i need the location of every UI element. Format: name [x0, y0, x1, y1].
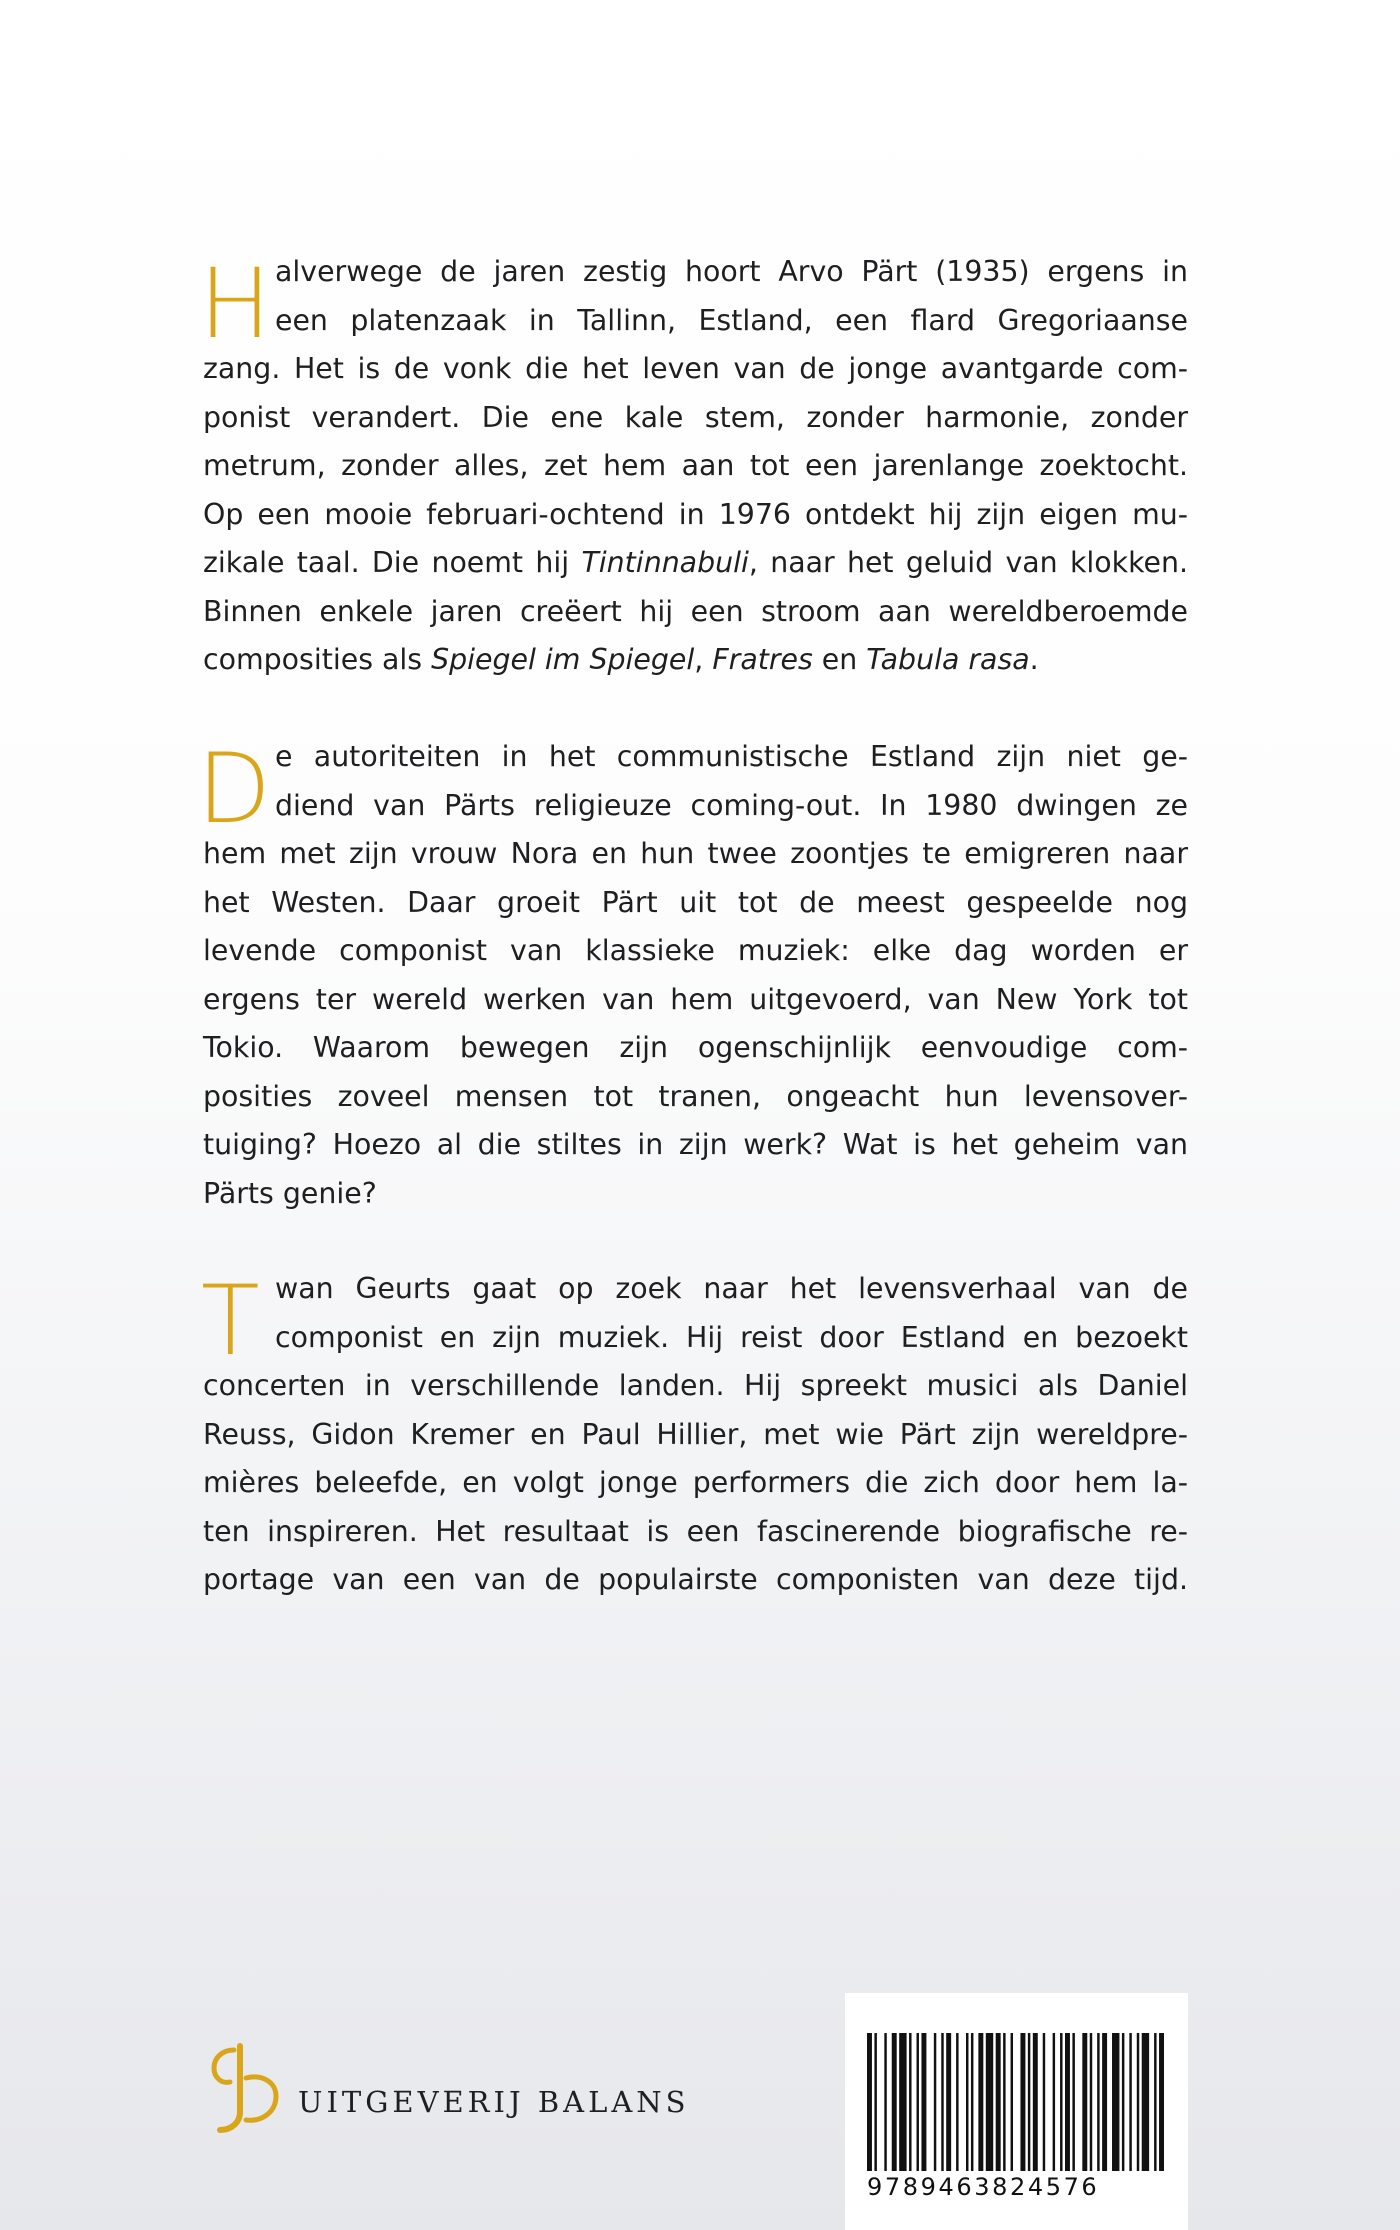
barcode-bar: [1060, 2033, 1062, 2171]
text-line: ten inspireren. Het resultaat is een fascinerende biografische re-: [203, 1514, 1188, 1548]
barcode-bar: [1142, 2033, 1149, 2171]
text-line: Reuss, Gidon Kremer en Paul Hillier, met wie Pärt zijn wereldpre-: [203, 1417, 1188, 1451]
text-line: Binnen enkele jaren creëert hij een stroom aan wereldberoemde: [203, 594, 1188, 628]
barcode-bar: [874, 2033, 876, 2171]
isbn-number: 9789463824576: [867, 2173, 1100, 2201]
barcode-bar: [1033, 2033, 1038, 2171]
barcode-bar: [946, 2033, 951, 2171]
barcode-bar: [996, 2033, 1001, 2171]
barcode-bar: [899, 2033, 906, 2171]
barcode-bar: [867, 2033, 872, 2171]
text-line: alverwege de jaren zestig hoort Arvo Pärt (1935) ergens in: [275, 255, 1188, 288]
text-run: .: [1029, 643, 1039, 676]
barcode-bar: [892, 2033, 897, 2171]
text-line: een platenzaak in Tallinn, Estland, een flard Gregoriaanse: [275, 303, 1188, 337]
text-line: Pärts genie?: [203, 1176, 377, 1210]
barcode-bar: [1028, 2033, 1030, 2171]
text-line: [203, 539, 1188, 588]
text-line: levende componist van klassieke muziek: elke dag worden er: [203, 934, 1188, 967]
text-line: het Westen. Daar groeit Pärt uit tot de meest gespeelde nog: [203, 885, 1188, 919]
barcode-bar: [909, 2033, 911, 2171]
text-line: portage van een van de populairste componisten van deze tijd.: [203, 1563, 1188, 1596]
barcode-bar: [966, 2033, 968, 2171]
text-line: ponist verandert. Die ene kale stem, zonder harmonie, zonder: [203, 400, 1188, 434]
barcode-bar: [1090, 2033, 1092, 2171]
text-line: Op een mooie februari-ochtend in 1976 ontdekt hij zijn eigen mu-: [203, 497, 1188, 531]
barcode-bar: [1112, 2033, 1119, 2171]
paragraph-1: [199, 248, 1188, 685]
text-line: ergens ter wereld werken van hem uitgevoerd, van New York tot: [203, 982, 1188, 1016]
text-line: [203, 636, 1188, 685]
barcode: [845, 1993, 1188, 2230]
text-line: zang. Het is de vonk die het leven van de jonge avantgarde com-: [203, 352, 1188, 385]
text-line: componist en zijn muziek. Hij reist door Estland en bezoekt: [275, 1320, 1188, 1354]
barcode-bar: [1129, 2033, 1131, 2171]
barcode-bar: [1072, 2033, 1074, 2171]
work-title: Tintinnabuli: [581, 546, 749, 579]
barcode-bar: [1043, 2033, 1045, 2171]
text-line: hem met zijn vrouw Nora en hun twee zoontjes te emigreren naar: [203, 837, 1188, 870]
barcode-bar: [1097, 2033, 1099, 2171]
barcode-bar: [971, 2033, 973, 2171]
work-title: Fratres: [712, 643, 813, 676]
barcode-bar: [986, 2033, 993, 2171]
barcode-bar: [1011, 2033, 1013, 2171]
work-title: Tabula rasa: [866, 643, 1030, 676]
barcode-bar: [956, 2033, 958, 2171]
text-run: zikale taal. Die noemt hij: [203, 546, 582, 579]
barcode-bar: [1154, 2033, 1156, 2171]
barcode-bar: [1003, 2033, 1005, 2171]
text-line: metrum, zonder alles, zet hem aan tot een jarenlange zoektocht.: [203, 449, 1188, 482]
barcode-bar: [1122, 2033, 1124, 2171]
barcode-bar: [917, 2033, 919, 2171]
barcode-bar: [1065, 2033, 1070, 2171]
text-line: wan Geurts gaat op zoek naar het levensverhaal van de: [275, 1272, 1188, 1305]
paragraph-2: [197, 733, 1188, 1218]
text-run: composities als: [203, 643, 432, 676]
drop-cap: H: [199, 248, 272, 360]
text-line: e autoriteiten in het communistische Estland zijn niet ge-: [275, 740, 1188, 773]
drop-cap: T: [201, 1265, 260, 1377]
publisher-name: UITGEVERIJ BALANS: [298, 2085, 690, 2119]
barcode-bar: [1159, 2033, 1164, 2171]
publisher-imprint: [200, 2038, 690, 2138]
barcode-bar: [921, 2033, 926, 2171]
drop-cap: D: [197, 733, 271, 845]
paragraph-3: [203, 1265, 1188, 1605]
balans-logo-icon: [200, 2038, 290, 2138]
barcode-bar: [1082, 2033, 1087, 2171]
text-line: concerten in verschillende landen. Hij spreekt musici als Daniel: [203, 1369, 1188, 1402]
text-run: ,: [694, 643, 713, 676]
text-line: tuiging? Hoezo al die stiltes in zijn werk? Wat is het geheim van: [203, 1128, 1188, 1161]
barcode-bar: [1102, 2033, 1107, 2171]
barcode-bar: [934, 2033, 936, 2171]
barcode-bar: [941, 2033, 943, 2171]
text-line: diend van Pärts religieuze coming-out. In 1980 dwingen ze: [275, 788, 1188, 822]
barcode-bar: [1137, 2033, 1139, 2171]
barcode-bars: [867, 2033, 1167, 2171]
text-line: posities zoveel mensen tot tranen, ongeacht hun levensover-: [203, 1079, 1188, 1113]
text-line: Tokio. Waarom bewegen zijn ogenschijnlijk eenvoudige com-: [203, 1031, 1188, 1064]
barcode-bar: [884, 2033, 886, 2171]
text-run: , naar het geluid van klokken.: [748, 546, 1188, 579]
text-run: en: [812, 643, 867, 676]
work-title: Spiegel im Spiegel: [431, 643, 695, 676]
barcode-bar: [1020, 2033, 1025, 2171]
barcode-bar: [978, 2033, 983, 2171]
text-line: mières beleefde, en volgt jonge performers die zich door hem la-: [203, 1466, 1188, 1499]
barcode-bar: [1053, 2033, 1055, 2171]
